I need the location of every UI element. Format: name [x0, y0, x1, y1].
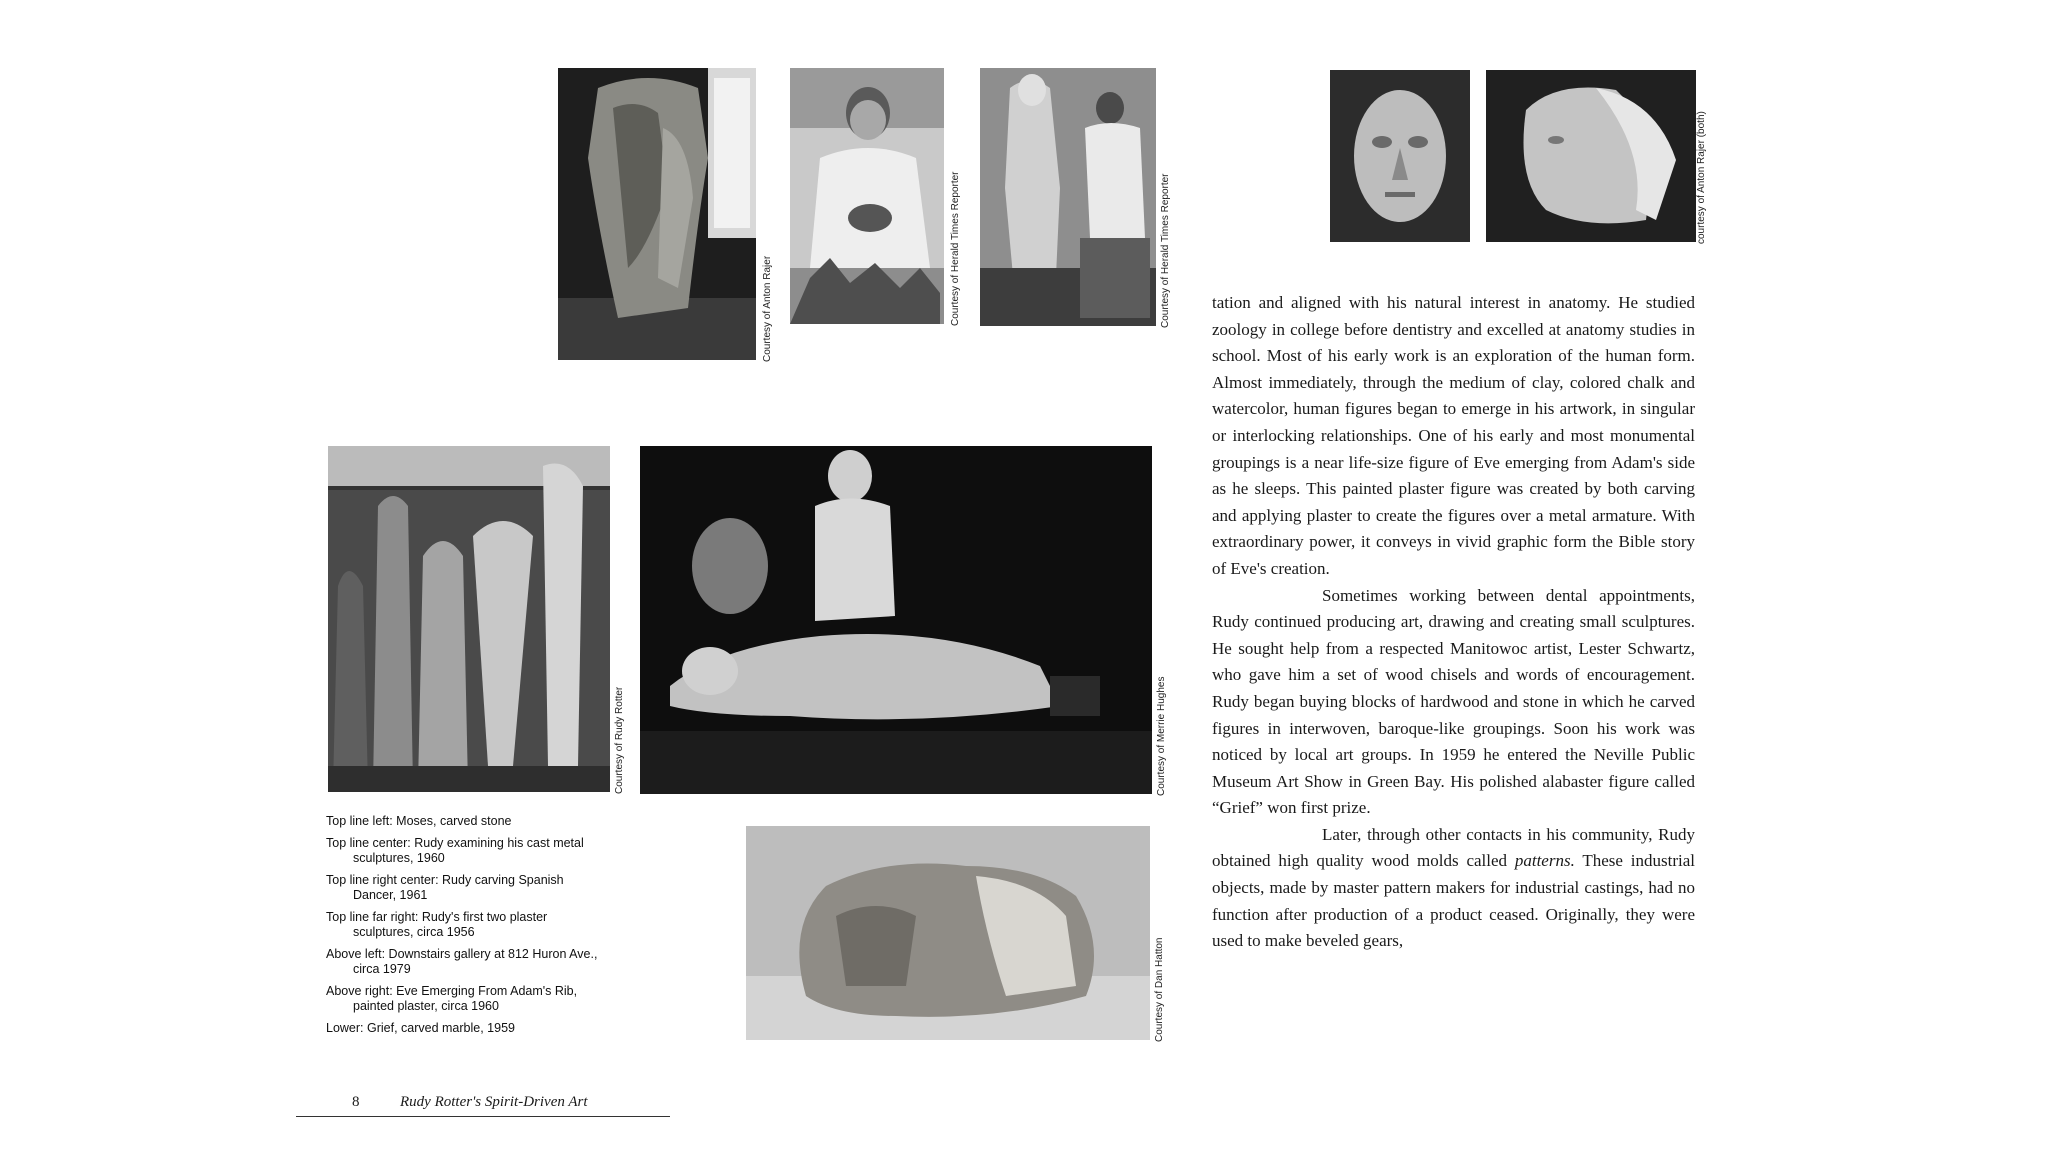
caption: Top line center: Rudy examining his cast metal sculptures, 1960 [326, 836, 584, 865]
page-footer [296, 1094, 670, 1117]
caption: Above right: Eve Emerging From Adam's Rib, painted plaster, circa 1960 [326, 984, 578, 1013]
caption: Lower: Grief, carved marble, 1959 [326, 1021, 515, 1035]
photo-grief [746, 826, 1150, 1040]
caption: Top line left: Moses, carved stone [326, 814, 512, 828]
caption: Top line far right: Rudy's first two plaster sculptures, circa 1956 [326, 910, 548, 939]
photo-credit: courtesy of Anton Rajer (both) [1696, 111, 1707, 244]
body-paragraph: Sometimes working between dental appointments, Rudy continued producing art, drawing and creating small sculptures. He sought help from a respected Manitowoc artist, Lester Schwartz, who gave him a set of wood chisels and words of encouragement. Rudy began buying blocks of hardwood and stone in which he carved figures in interwoven, baroque-like groupings. Soon his work was noticed by local art groups. In 1959 he entered the Neville Public Museum Art Show in Green Bay. His polished alabaster figure called “Grief” won first prize. [1212, 585, 1695, 818]
photo-plaster-mask-right [1486, 70, 1696, 242]
photo-moses [558, 68, 756, 360]
photo-credit: Courtesy of Dan Hatton [1154, 937, 1165, 1042]
page-number: 8 [352, 1094, 360, 1110]
body-paragraph: Later, through other contacts in his community, Rudy obtained high quality wood molds called patterns. These industrial objects, made by master pattern makers for industrial castings, had no function after production of a product ceased. Originally, they were used to make beveled gears, [1212, 824, 1695, 951]
photo-credit: Courtesy of Herald Times Reporter [950, 171, 961, 326]
photo-plaster-mask-left [1330, 70, 1470, 242]
photo-credit: Courtesy of Anton Rajer [762, 255, 773, 362]
caption-list [326, 814, 606, 1043]
photo-credit: Courtesy of Rudy Rotter [614, 686, 625, 794]
photo-rudy-carving [980, 68, 1156, 326]
caption: Top line right center: Rudy carving Spanish Dancer, 1961 [326, 873, 564, 902]
caption: Above left: Downstairs gallery at 812 Huron Ave., circa 1979 [326, 947, 598, 976]
body-paragraph: tation and aligned with his natural interest in anatomy. He studied zoology in college before dentistry and excelled at anatomy studies in school. Most of his early work is an exploration of the human form. Almost immediately, through the medium of clay, colored chalk and watercolor, human figures began to emerge in his artwork, in singular or interlocking relationships. One of his early and most monumental groupings is a near life-size figure of Eve emerging from Adam's side as he sleeps. This painted plaster figure was created by both carving and applying plaster to create the figures over a metal armature. With extraordinary power, it conveys in vivid graphic form the Bible story of Eve's creation. [1212, 293, 1695, 578]
body-text [1212, 290, 1695, 955]
photo-rudy-examining [790, 68, 944, 324]
photo-eve [640, 446, 1152, 794]
photo-credit: Courtesy of Herald Times Reporter [1160, 173, 1171, 328]
photo-gallery [328, 446, 610, 792]
running-title: Rudy Rotter's Spirit-Driven Art [400, 1094, 588, 1110]
photo-credit: Courtesy of Merrie Hughes [1156, 676, 1167, 796]
